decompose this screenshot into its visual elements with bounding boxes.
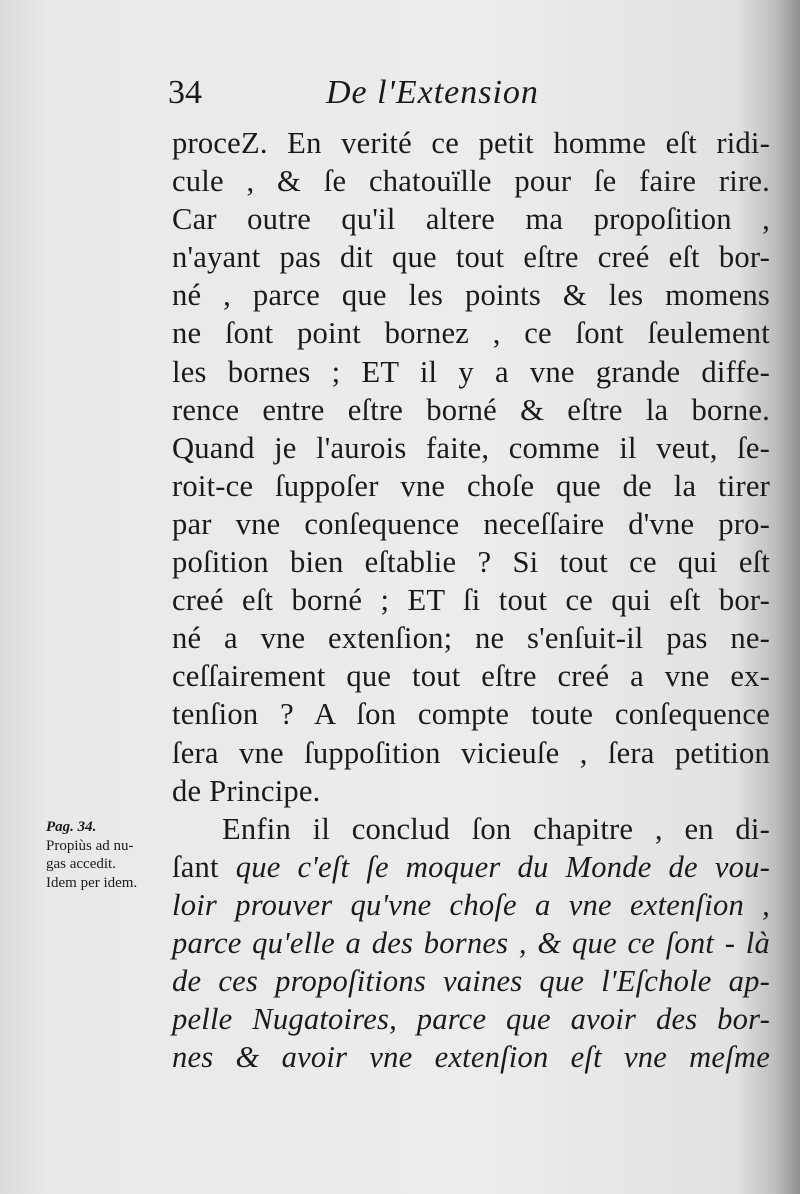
text-line: Car outre qu'il altere ma propoſition ,	[172, 202, 770, 237]
running-head: De l'Extension	[326, 74, 539, 111]
text-line: n'ayant pas dit que tout eſtre creé eſt bor-	[172, 240, 770, 275]
text-line: par vne conſequence neceſſaire d'vne pro-	[172, 506, 770, 541]
text-line: tenſion ? A ſon compte toute conſequence	[172, 697, 770, 732]
text-line: pelle Nugatoires, parce que avoir des bor-	[172, 1002, 770, 1037]
text-line: poſition bien eſtablie ? Si tout ce qui eſt	[172, 545, 770, 580]
text-line: nes & avoir vne extenſion eſt vne meſme	[172, 1040, 770, 1075]
text-line: rence entre eſtre borné & eſtre la borne.	[172, 392, 770, 427]
text-line: né , parce que les points & les momens	[172, 278, 770, 313]
margin-note-line: Propiùs ad nu-	[46, 837, 134, 854]
text-line: parce qu'elle a des bornes , & que ce ſont - là	[172, 925, 770, 960]
margin-note-line: gas accedit.	[46, 856, 116, 872]
text-line: ceſſairement que tout eſtre creé a vne ex-	[172, 659, 770, 694]
text-line: roit-ce ſuppoſer vne choſe que de la tirer	[172, 468, 770, 503]
page-header	[168, 72, 768, 122]
margin-note-reference: Pag. 34.	[46, 819, 97, 835]
roman-text: ſant	[172, 849, 236, 884]
italic-text: que c'eſt ſe moquer du Monde de vou-	[235, 849, 770, 884]
text-line: Quand je l'aurois faite, comme il veut, ſe-	[172, 430, 770, 465]
text-line: ſera vne ſuppoſition vicieuſe , ſera petition	[172, 735, 770, 770]
text-line: creé eſt borné ; ET ſi tout ce qui eſt bor-	[172, 583, 770, 618]
margin-note	[46, 818, 176, 892]
body-text	[172, 124, 770, 1076]
text-line: né a vne extenſion; ne s'enſuit-il pas ne-	[172, 621, 770, 656]
text-line-mixed	[172, 848, 770, 886]
text-line: de ces propoſitions vaines que l'Eſchole ap-	[172, 964, 770, 999]
text-line: cule , & ſe chatouïlle pour ſe faire rire.	[172, 164, 770, 199]
page-number: 34	[168, 74, 202, 111]
text-line: proceZ. En verité ce petit homme eſt ridi-	[172, 126, 770, 160]
text-line: les bornes ; ET il y a vne grande diffe-	[172, 354, 770, 389]
text-line: loir prouver qu'vne choſe a vne extenſion ,	[172, 887, 770, 922]
text-line: ne ſont point bornez , ce ſont ſeulement	[172, 316, 770, 351]
margin-note-line: Idem per idem.	[46, 874, 138, 891]
text-line: Enfin il conclud ſon chapitre , en di-	[222, 811, 770, 846]
text-line: de Principe.	[172, 773, 321, 808]
